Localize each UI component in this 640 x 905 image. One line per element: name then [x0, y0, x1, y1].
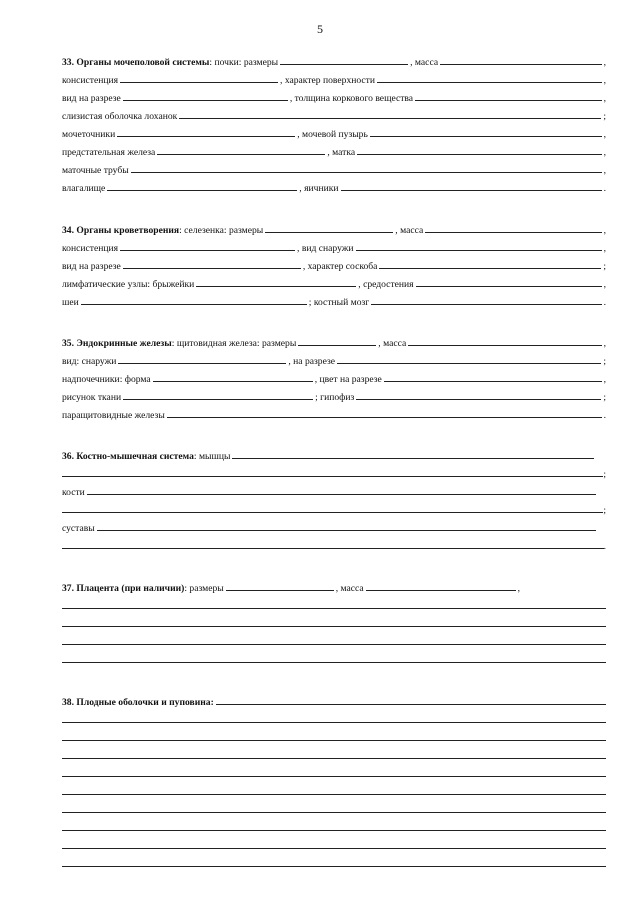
form-row: [62, 834, 606, 852]
punctuation: ;: [603, 261, 606, 272]
field-label: вид на разрезе: [62, 261, 121, 272]
punctuation: ,: [603, 225, 606, 236]
kidney-cut-view-field[interactable]: [123, 100, 288, 101]
membranes-description-line[interactable]: [62, 794, 606, 795]
form-row: [62, 367, 606, 385]
membranes-description-line[interactable]: [62, 830, 606, 831]
field-label: : мышцы: [193, 451, 231, 462]
field-label: , на разрезе: [288, 356, 336, 367]
section-heading: 37. Плацента (при наличии): [62, 583, 185, 594]
punctuation: .: [603, 541, 606, 552]
punctuation: ;: [603, 505, 606, 516]
kidney-surface-field[interactable]: [377, 82, 602, 83]
form-row: [62, 708, 606, 726]
form-row: [62, 50, 606, 68]
field-label: лимфатические узлы: брыжейки: [62, 279, 195, 290]
form-row: [62, 68, 606, 86]
field-label: влагалище: [62, 183, 106, 194]
field-label: : щитовидная железа: размеры: [171, 338, 297, 349]
form-row: [62, 385, 606, 403]
field-label: суставы: [62, 523, 95, 534]
punctuation: ,: [603, 129, 606, 140]
form-row: [62, 122, 606, 140]
punctuation: ,: [603, 243, 606, 254]
form-row: [62, 403, 606, 421]
punctuation: ,: [603, 147, 606, 158]
field-label: : размеры: [184, 583, 224, 594]
membranes-description-line[interactable]: [62, 848, 606, 849]
punctuation: ,: [603, 75, 606, 86]
field-label: , масса: [395, 225, 424, 236]
form-row: [62, 444, 606, 462]
form-row: [62, 852, 606, 870]
punctuation: ,: [603, 338, 606, 349]
membranes-description-line[interactable]: [62, 776, 606, 777]
placenta-mass-field[interactable]: [366, 590, 516, 591]
form-row: [62, 331, 606, 349]
punctuation: ,: [603, 93, 606, 104]
field-label: кости: [62, 487, 85, 498]
section-33-urogenital: [62, 50, 606, 194]
kidney-mass-field[interactable]: [440, 64, 602, 65]
joints-field-continued[interactable]: [62, 548, 604, 549]
form-row: [62, 349, 606, 367]
field-label: слизистая оболочка лоханок: [62, 111, 178, 122]
field-label: , матка: [327, 147, 356, 158]
section-heading: 38. Плодные оболочки и пуповина:: [62, 697, 214, 708]
section-36-musculoskeletal: [62, 444, 606, 552]
field-label: , толщина коркового вещества: [289, 93, 414, 104]
thyroid-mass-field[interactable]: [408, 345, 601, 346]
field-label: маточные трубы: [62, 165, 129, 176]
spleen-mass-field[interactable]: [425, 232, 601, 233]
punctuation: ;: [603, 111, 606, 122]
punctuation: ,: [517, 583, 521, 594]
field-label: предстательная железа: [62, 147, 156, 158]
pituitary-field[interactable]: [356, 399, 601, 400]
placenta-description-line[interactable]: [62, 608, 606, 609]
punctuation: ,: [603, 165, 606, 176]
scraping-character-field[interactable]: [379, 268, 601, 269]
form-row: [62, 176, 606, 194]
field-label: : почки: размеры: [209, 57, 279, 68]
field-label: , масса: [410, 57, 439, 68]
membranes-description-line[interactable]: [62, 740, 606, 741]
field-label: вид на разрезе: [62, 93, 121, 104]
section-34-hematopoietic: [62, 218, 606, 308]
field-label: , цвет на разрезе: [314, 374, 382, 385]
bones-field-continued[interactable]: [62, 512, 603, 513]
vagina-field[interactable]: [107, 190, 297, 191]
field-label: , характер соскоба: [302, 261, 378, 272]
spleen-cut-view-field[interactable]: [123, 268, 301, 269]
form-row: [62, 290, 606, 308]
parathyroid-field[interactable]: [167, 417, 602, 418]
field-label: рисунок ткани: [62, 392, 122, 403]
membranes-description-line[interactable]: [62, 866, 606, 867]
form-row: [62, 272, 606, 290]
form-row: [62, 516, 606, 534]
field-label: , масса: [335, 583, 364, 594]
mesenteric-nodes-field[interactable]: [196, 286, 356, 287]
adrenal-shape-field[interactable]: [153, 381, 313, 382]
field-label: , вид снаружи: [297, 243, 354, 254]
form-row: [62, 726, 606, 744]
field-label: ; гипофиз: [315, 392, 355, 403]
bladder-field[interactable]: [370, 136, 602, 137]
form-row: [62, 798, 606, 816]
punctuation: ,: [603, 57, 606, 68]
punctuation: ,: [603, 279, 606, 290]
prostate-field[interactable]: [157, 154, 325, 155]
mediastinal-nodes-field[interactable]: [416, 286, 602, 287]
thyroid-outside-field[interactable]: [118, 363, 286, 364]
membranes-description-line[interactable]: [62, 812, 606, 813]
section-38-membranes-cord: [62, 690, 606, 870]
spleen-size-field[interactable]: [265, 232, 393, 233]
section-heading: 34. Органы кроветворения: [62, 225, 180, 236]
joints-field[interactable]: [97, 530, 596, 531]
punctuation: ;: [603, 356, 606, 367]
muscles-field[interactable]: [232, 458, 594, 459]
form-row: [62, 498, 606, 516]
placenta-size-field[interactable]: [226, 590, 334, 591]
kidney-consistency-field[interactable]: [120, 82, 278, 83]
thyroid-cut-field[interactable]: [337, 363, 601, 364]
punctuation: .: [603, 410, 606, 421]
section-35-endocrine: [62, 331, 606, 421]
fallopian-tubes-field[interactable]: [131, 172, 602, 173]
form-row: [62, 630, 606, 648]
placenta-description-line[interactable]: [62, 662, 606, 663]
placenta-description-line[interactable]: [62, 644, 606, 645]
form-row: [62, 480, 606, 498]
section-heading: 36. Костно-мышечная система: [62, 451, 194, 462]
bone-marrow-field[interactable]: [371, 304, 601, 305]
adrenal-cut-color-field[interactable]: [384, 381, 602, 382]
section-37-placenta: [62, 576, 606, 666]
form-row: [62, 158, 606, 176]
cervical-nodes-field[interactable]: [81, 304, 307, 305]
form-row: [62, 690, 606, 708]
punctuation: .: [603, 183, 606, 194]
spleen-consistency-field[interactable]: [120, 250, 295, 251]
membranes-description-line[interactable]: [62, 758, 606, 759]
membranes-field[interactable]: [216, 704, 606, 705]
cortex-thickness-field[interactable]: [415, 100, 602, 101]
membranes-description-line[interactable]: [62, 722, 606, 723]
form-row: [62, 612, 606, 630]
thyroid-size-field[interactable]: [298, 345, 376, 346]
form-row: [62, 576, 606, 594]
punctuation: ;: [603, 469, 606, 480]
muscles-field-continued[interactable]: [62, 476, 603, 477]
form-row: [62, 254, 606, 272]
ureters-field[interactable]: [117, 136, 295, 137]
field-label: консистенция: [62, 75, 119, 86]
field-label: мочеточники: [62, 129, 116, 140]
form-row: [62, 86, 606, 104]
field-label: , средостения: [358, 279, 414, 290]
form-row: [62, 140, 606, 158]
section-heading: 35. Эндокринные железы: [62, 338, 172, 349]
spleen-appearance-field[interactable]: [356, 250, 602, 251]
punctuation: .: [603, 297, 606, 308]
field-label: , яичники: [299, 183, 339, 194]
form-row: [62, 104, 606, 122]
field-label: паращитовидные железы: [62, 410, 165, 421]
bones-field[interactable]: [87, 494, 596, 495]
form-row: [62, 236, 606, 254]
field-label: шеи: [62, 297, 79, 308]
pelvis-mucosa-field[interactable]: [179, 118, 601, 119]
field-label: ; костный мозг: [308, 297, 370, 308]
field-label: надпочечники: форма: [62, 374, 151, 385]
tissue-pattern-field[interactable]: [123, 399, 313, 400]
form-row: [62, 462, 606, 480]
section-heading: 33. Органы мочеполовой системы: [62, 57, 210, 68]
form-row: [62, 816, 606, 834]
field-label: , характер поверхности: [280, 75, 376, 86]
punctuation: ;: [603, 392, 606, 403]
form-row: [62, 648, 606, 666]
placenta-description-line[interactable]: [62, 626, 606, 627]
uterus-field[interactable]: [357, 154, 602, 155]
field-label: : селезенка: размеры: [179, 225, 264, 236]
ovaries-field[interactable]: [341, 190, 602, 191]
form-row: [62, 534, 606, 552]
page-number: 5: [317, 22, 323, 36]
form-row: [62, 594, 606, 612]
punctuation: ,: [603, 374, 606, 385]
field-label: вид: снаружи: [62, 356, 117, 367]
kidney-size-field[interactable]: [280, 64, 408, 65]
form-row: [62, 744, 606, 762]
field-label: , мочевой пузырь: [297, 129, 368, 140]
form-row: [62, 780, 606, 798]
field-label: , масса: [378, 338, 407, 349]
form-row: [62, 762, 606, 780]
field-label: консистенция: [62, 243, 119, 254]
form-row: [62, 218, 606, 236]
